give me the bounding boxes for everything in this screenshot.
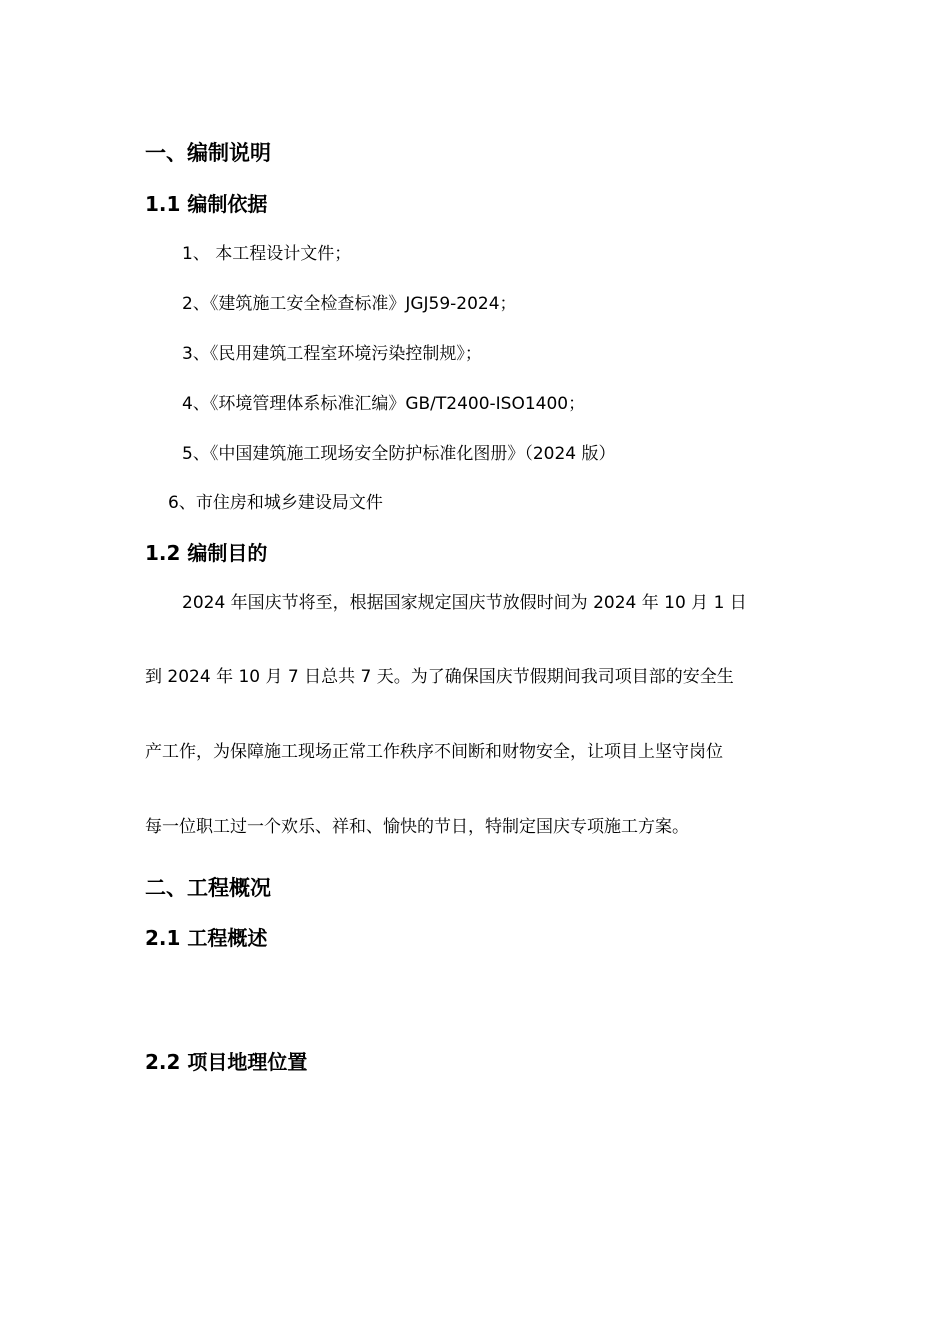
section-1-1-heading: 1.1 编制依据: [145, 192, 268, 216]
section-1-heading: 一、编制说明: [145, 141, 271, 165]
section-2-heading: 二、工程概况: [145, 876, 271, 900]
section-2-1-heading: 2.1 工程概述: [145, 926, 268, 950]
basis-item-3: 3、《民用建筑工程室环境污染控制规》；: [182, 344, 482, 364]
section-1-2-heading: 1.2 编制目的: [145, 541, 268, 565]
purpose-line-2: 到 2024 年 10 月 7 日总共 7 天。为了确保国庆节假期间我司项目部的安全生: [145, 667, 734, 687]
basis-item-5: 5、《中国建筑施工现场安全防护标准化图册》（2024 版）: [182, 444, 616, 464]
basis-item-6: 6、市住房和城乡建设局文件: [168, 493, 383, 513]
purpose-line-3: 产工作，为保障施工现场正常工作秩序不间断和财物安全，让项目上坚守岗位: [145, 742, 723, 762]
purpose-line-1: 2024 年国庆节将至，根据国家规定国庆节放假时间为 2024 年 10 月 1 日: [182, 593, 747, 613]
basis-item-1: 1、 本工程设计文件；: [182, 244, 352, 264]
purpose-line-4: 每一位职工过一个欢乐、祥和、愉快的节日，特制定国庆专项施工方案。: [145, 817, 689, 837]
basis-item-4: 4、《环境管理体系标准汇编》GB/T2400-ISO1400；: [182, 394, 586, 414]
basis-item-2: 2、《建筑施工安全检查标准》JGJ59-2024；: [182, 294, 517, 314]
section-2-2-heading: 2.2 项目地理位置: [145, 1050, 308, 1074]
